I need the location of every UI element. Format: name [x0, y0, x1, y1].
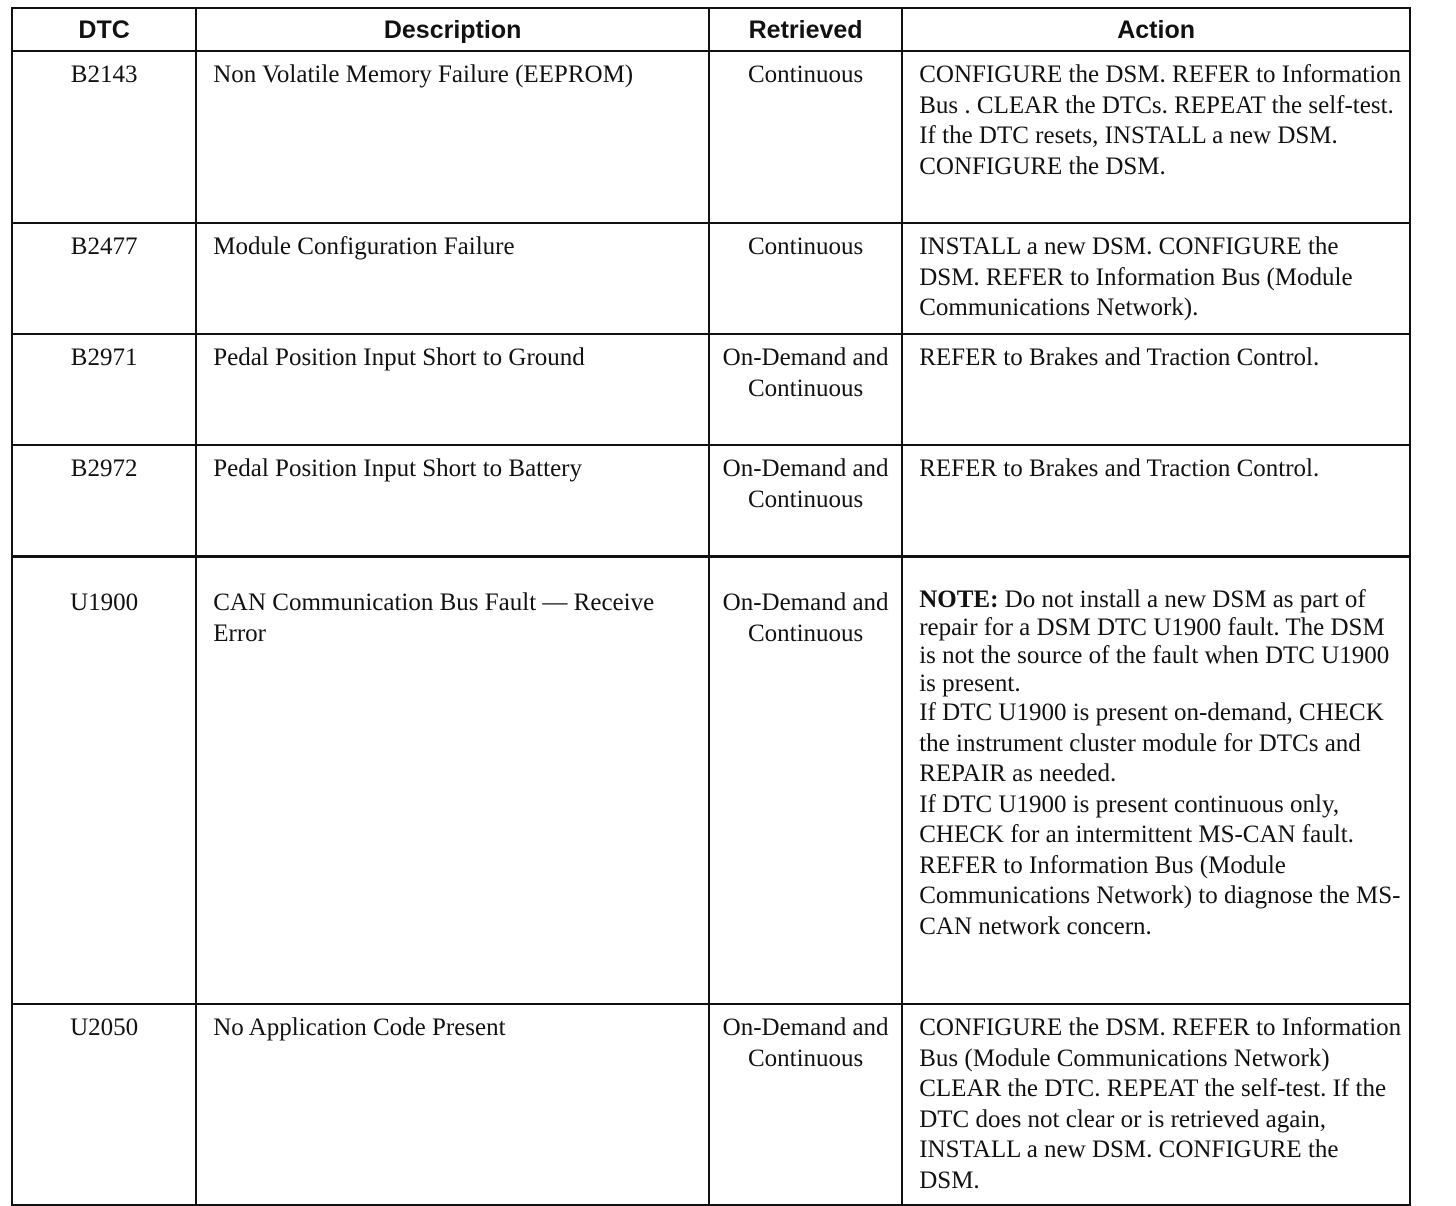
dtc-code: U1900: [12, 557, 196, 1005]
dtc-description: Pedal Position Input Short to Ground: [196, 334, 709, 445]
dtc-code: B2143: [12, 51, 196, 223]
dtc-table: [11, 7, 1411, 1206]
dtc-code: U2050: [12, 1004, 196, 1205]
header-action: Action: [902, 8, 1410, 51]
note-label: NOTE:: [919, 586, 999, 613]
dtc-retrieved: Continuous: [709, 223, 902, 334]
action-paragraph-on-demand: If DTC U1900 is present on-demand, CHECK the instrument cluster module for DTCs and REPAIR as needed.: [919, 699, 1384, 787]
table-row: [12, 51, 1410, 223]
dtc-retrieved: On-Demand and Continuous: [709, 1004, 902, 1205]
header-retrieved: Retrieved: [709, 8, 902, 51]
dtc-description: Pedal Position Input Short to Battery: [196, 445, 709, 557]
table-row: [12, 334, 1410, 445]
dtc-retrieved: On-Demand and Continuous: [709, 334, 902, 445]
note-text: Do not install a new DSM as part of repair for a DSM DTC U1900 fault. The DSM is not the source of the fault when DTC U1900 is present.: [919, 586, 1390, 697]
table-row: [12, 445, 1410, 557]
dtc-action: CONFIGURE the DSM. REFER to Information Bus (Module Communications Network) CLEAR the DTC. REPEAT the self-test. If the DTC does not clear or is retrieved again, INSTALL a new DSM. CONFIGURE the DSM.: [902, 1004, 1410, 1205]
header-dtc: DTC: [12, 8, 196, 51]
dtc-code: B2972: [12, 445, 196, 557]
dtc-action: REFER to Brakes and Traction Control.: [902, 445, 1410, 557]
table-row: [12, 557, 1410, 1005]
dtc-code: B2971: [12, 334, 196, 445]
dtc-retrieved: On-Demand and Continuous: [709, 557, 902, 1005]
dtc-code: B2477: [12, 223, 196, 334]
dtc-action: CONFIGURE the DSM. REFER to Information Bus . CLEAR the DTCs. REPEAT the self-test. If the DTC resets, INSTALL a new DSM. CONFIGURE the DSM.: [902, 51, 1410, 223]
dtc-action: REFER to Brakes and Traction Control.: [902, 334, 1410, 445]
table-header-row: [12, 8, 1410, 51]
dtc-description: CAN Communication Bus Fault — Receive Error: [196, 557, 709, 1005]
header-description: Description: [196, 8, 709, 51]
table-row: [12, 1004, 1410, 1205]
dtc-action: INSTALL a new DSM. CONFIGURE the DSM. REFER to Information Bus (Module Communications Network).: [902, 223, 1410, 334]
dtc-retrieved: Continuous: [709, 51, 902, 223]
dtc-retrieved: On-Demand and Continuous: [709, 445, 902, 557]
dtc-action: [902, 557, 1410, 1005]
note-block: [919, 586, 1405, 698]
action-paragraph-continuous: If DTC U1900 is present continuous only, CHECK for an intermittent MS-CAN fault. REFER to Information Bus (Module Communications Network) to diagnose the MS-CAN network concern.: [919, 790, 1401, 940]
dtc-description: No Application Code Present: [196, 1004, 709, 1205]
dtc-description: Non Volatile Memory Failure (EEPROM): [196, 51, 709, 223]
dtc-description: Module Configuration Failure: [196, 223, 709, 334]
table-row: [12, 223, 1410, 334]
